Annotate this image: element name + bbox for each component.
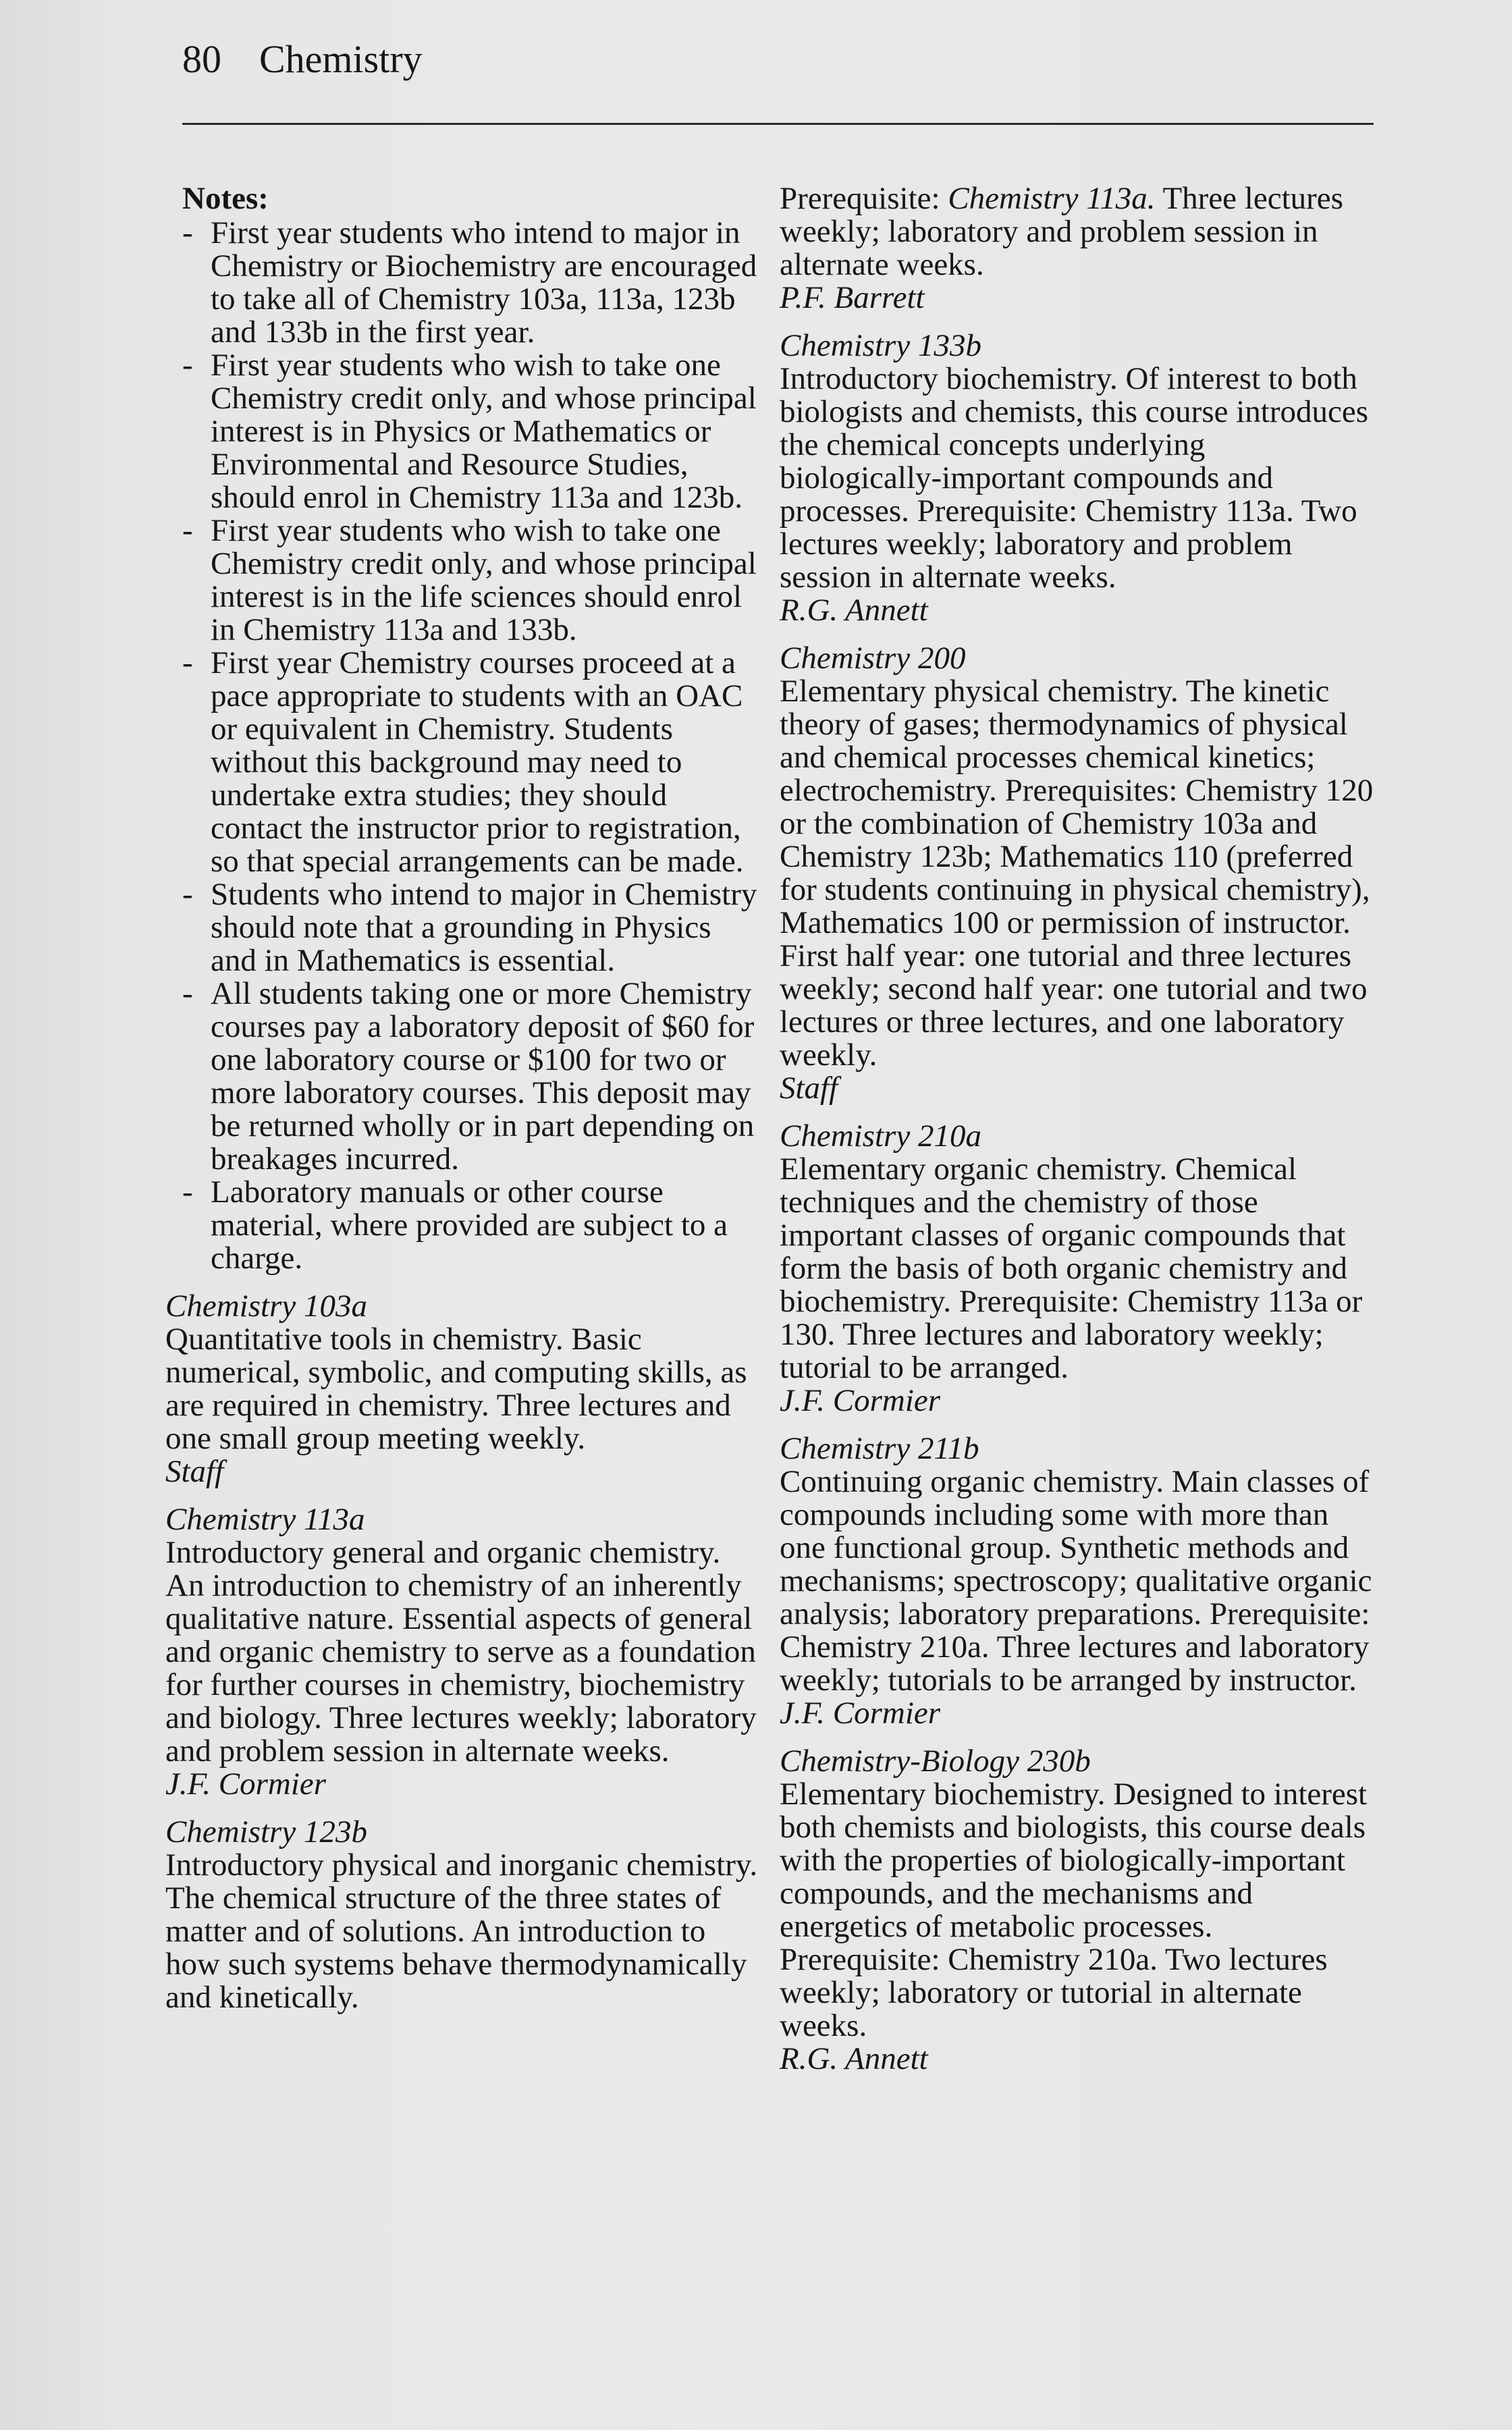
course-instructor: J.F. Cormier	[780, 1383, 941, 1418]
course-title: Chemistry 211b	[780, 1431, 979, 1466]
course-entry	[165, 1290, 759, 1488]
header-rule	[182, 123, 1374, 125]
notes-heading: Notes:	[182, 181, 269, 216]
note-item: - First year students who wish to take one Chemistry credit only, and whose principal interest is in Physics or Mathematics or Environmental and Resource Studies, should enrol in Chemistry 113a and 123b.	[182, 349, 759, 514]
course-title: Chemistry-Biology 230b	[780, 1744, 1091, 1779]
course-description: Elementary organic chemistry. Chemical techniques and the chemistry of those important classes of organic compounds that form the basis of both organic chemistry and biochemistry. Prerequisite: Chemistry 113a or 130. Three lectures and laboratory weekly; tutorial to be arranged.	[780, 1152, 1363, 1385]
prereq-label: Prerequisite:	[780, 181, 940, 216]
notes-list	[165, 217, 759, 1275]
course-entry	[780, 329, 1374, 627]
note-item: - Laboratory manuals or other course material, where provided are subject to a charge.	[182, 1176, 759, 1275]
course-instructor: Staff	[780, 1071, 838, 1106]
course-entry	[780, 1120, 1374, 1418]
course-instructor: J.F. Cormier	[780, 1696, 941, 1731]
note-item: - All students taking one or more Chemistry courses pay a laboratory deposit of $60 for one laboratory course or $100 for two or more laboratory courses. This deposit may be returned wholly or in part depending on breakages incurred.	[182, 977, 759, 1176]
course-description: Quantitative tools in chemistry. Basic numerical, symbolic, and computing skills, as are required in chemistry. Three lectures and one small group meeting weekly.	[165, 1322, 747, 1456]
course-instructor: R.G. Annett	[780, 593, 928, 628]
course-title: Chemistry 200	[780, 641, 966, 676]
course-description: Introductory general and organic chemistry. An introduction to chemistry of an inherently qualitative nature. Essential aspects of general and organic chemistry to serve as a foundation for further courses in chemistry, biochemistry and biology. Three lectures weekly; laboratory and problem session in alternate weeks.	[165, 1535, 757, 1769]
course-title: Chemistry 210a	[780, 1118, 981, 1154]
note-item: - First year students who wish to take one Chemistry credit only, and whose principal interest is in the life sciences should enrol in Chemistry 113a and 133b.	[182, 514, 759, 647]
section-title: Chemistry	[259, 37, 423, 81]
course-title: Chemistry 133b	[780, 328, 981, 363]
note-item: - First year students who intend to major in Chemistry or Biochemistry are encouraged to take all of Chemistry 103a, 113a, 123b and 133b in the first year.	[182, 217, 759, 349]
course-entry	[780, 642, 1374, 1105]
course-instructor: P.F. Barrett	[780, 280, 925, 315]
page-header	[182, 35, 423, 84]
course-description: Continuing organic chemistry. Main classes of compounds including some with more than one functional group. Synthetic methods and mechanisms; spectroscopy; qualitative organic analysis; laboratory preparations. Prerequisite: Chemistry 210a. Three lectures and laboratory weekly; tutorials to be arranged by instructor.	[780, 1464, 1372, 1698]
right-column	[780, 182, 1374, 2076]
page-number: 80	[182, 37, 221, 81]
course-entry	[165, 1503, 759, 1801]
course-instructor: Staff	[165, 1454, 224, 1489]
left-column	[165, 182, 759, 2014]
course-description: Introductory physical and inorganic chemistry. The chemical structure of the three states of matter and of solutions. An introduction to how such systems behave thermodynamically and kinetically.	[165, 1847, 758, 2015]
prereq-course: Chemistry 113a.	[948, 181, 1156, 216]
course-title: Chemistry 123b	[165, 1814, 367, 1850]
course-title: Chemistry 113a	[165, 1502, 365, 1537]
course-description-rest: Three lectures weekly; laboratory and problem session in alternate weeks.	[780, 181, 1343, 282]
course-entry	[780, 1745, 1374, 2076]
note-item: - First year Chemistry courses proceed at a pace appropriate to students with an OAC or equivalent in Chemistry. Students without this background may need to undertake extra studies; they should contact the instructor prior to registration, so that special arrangements can be made.	[182, 647, 759, 878]
course-entry	[780, 1432, 1374, 1730]
course-title: Chemistry 103a	[165, 1289, 367, 1324]
course-continuation	[780, 182, 1374, 281]
course-description: Elementary physical chemistry. The kinetic theory of gases; thermodynamics of physical and chemical processes chemical kinetics; electrochemistry. Prerequisites: Chemistry 120 or the combination of Chemistry 103a and Chemistry 123b; Mathematics 110 (preferred for students continuing in physical chemistry), Mathematics 100 or permission of instructor. First half year: one tutorial and three lectures weekly; second half year: one tutorial and two lectures or three lectures, and one laboratory weekly.	[780, 674, 1374, 1073]
note-item: - Students who intend to major in Chemistry should note that a grounding in Physics and in Mathematics is essential.	[182, 878, 759, 977]
course-instructor: J.F. Cormier	[165, 1766, 327, 1802]
course-description: Introductory biochemistry. Of interest to both biologists and chemists, this course introduces the chemical concepts underlying biologically-important compounds and processes. Prerequisite: Chemistry 113a. Two lectures weekly; laboratory and problem session in alternate weeks.	[780, 361, 1369, 595]
course-description: Elementary biochemistry. Designed to interest both chemists and biologists, this course deals with the properties of biologically-important compounds, and the mechanisms and energetics of metabolic processes. Prerequisite: Chemistry 210a. Two lectures weekly; laboratory or tutorial in alternate weeks.	[780, 1777, 1368, 2043]
course-entry	[165, 1816, 759, 2014]
course-instructor: R.G. Annett	[780, 2041, 928, 2076]
